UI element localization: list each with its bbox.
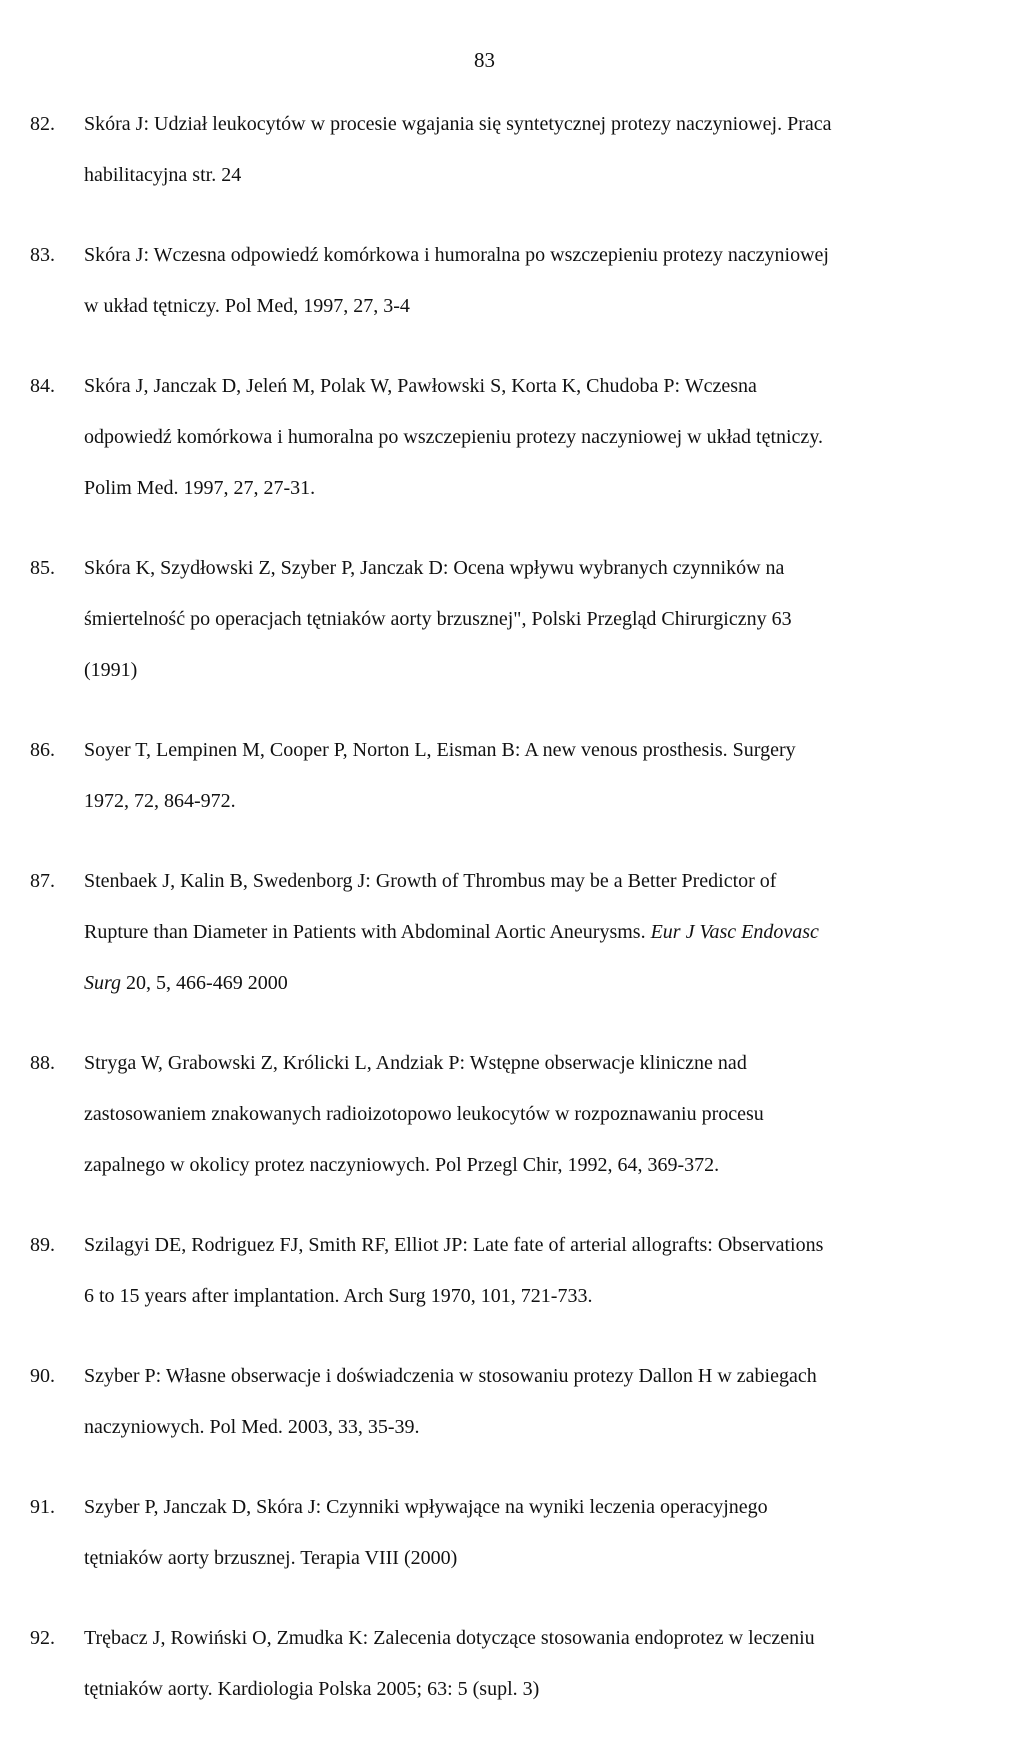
page-number: 83 [474, 48, 495, 72]
reference-text: Skóra J: Wczesna odpowiedź komórkowa i humoralna po wszczepieniu protezy naczyniowej w układ tętniczy. Pol Med, 1997, 27, 3-4 [84, 244, 829, 317]
reference-item [30, 99, 940, 201]
reference-text: Szyber P, Janczak D, Skóra J: Czynniki wpływające na wyniki leczenia operacyjnego tętniaków aorty brzusznej. Terapia VIII (2000) [84, 1496, 768, 1569]
reference-text: Skóra J, Janczak D, Jeleń M, Polak W, Pawłowski S, Korta K, Chudoba P: Wczesna odpowiedź komórkowa i humoralna po wszczepieniu protezy naczyniowej w układ tętniczy. Polim Med. 1997, 27, 27-31. [84, 375, 824, 499]
reference-item [30, 543, 940, 696]
reference-number: 83. [30, 244, 55, 266]
reference-list [30, 99, 940, 1744]
reference-text: Szilagyi DE, Rodriguez FJ, Smith RF, Elliot JP: Late fate of arterial allografts: Observations 6 to 15 years after implantation. Arch Surg 1970, 101, 721-733. [84, 1234, 824, 1307]
reference-item [30, 725, 940, 827]
reference-number: 88. [30, 1052, 55, 1074]
reference-item [30, 1220, 940, 1322]
reference-number: 85. [30, 557, 55, 579]
reference-number: 91. [30, 1496, 55, 1518]
reference-item [30, 1038, 940, 1191]
reference-text-main: Stenbaek J, Kalin B, Swedenborg J: Growth of Thrombus may be a Better Predictor of Rupture than Diameter in Patients with Abdominal Aortic Aneurysms. [84, 870, 777, 943]
reference-text: Stryga W, Grabowski Z, Królicki L, Andziak P: Wstępne obserwacje kliniczne nad zastosowaniem znakowanych radioizotopowo leukocytów w rozpoznawaniu procesu zapalnego w okolicy protez naczyniowych. Pol Przegl Chir, 1992, 64, 369-372. [84, 1052, 764, 1176]
reference-item [30, 1613, 940, 1715]
reference-text [84, 856, 940, 1009]
reference-text: Soyer T, Lempinen M, Cooper P, Norton L, Eisman B: A new venous prosthesis. Surgery 1972, 72, 864-972. [84, 739, 796, 812]
journal-title: Eur J Vasc Endovasc Surg [84, 921, 819, 994]
reference-text: Szyber P: Własne obserwacje i doświadczenia w stosowaniu protezy Dallon H w zabiegach naczyniowych. Pol Med. 2003, 33, 35-39. [84, 1365, 817, 1438]
reference-text: Trębacz J, Rowiński O, Zmudka K: Zalecenia dotyczące stosowania endoprotez w leczeniu tętniaków aorty. Kardiologia Polska 2005; 63: 5 (supl. 3) [84, 1627, 815, 1700]
reference-number: 89. [30, 1234, 55, 1256]
reference-text: Skóra J: Udział leukocytów w procesie wgajania się syntetycznej protezy naczyniowej. Praca habilitacyjna str. 24 [84, 113, 832, 186]
reference-number: 87. [30, 870, 55, 892]
reference-item [30, 856, 940, 1009]
reference-item [30, 361, 940, 514]
reference-number: 84. [30, 375, 55, 397]
reference-text: Skóra K, Szydłowski Z, Szyber P, Janczak D: Ocena wpływu wybranych czynników na śmiertelność po operacjach tętniaków aorty brzusznej", Polski Przegląd Chirurgiczny 63 (1991) [84, 557, 792, 681]
reference-number: 92. [30, 1627, 55, 1649]
reference-item [30, 230, 940, 332]
reference-item [30, 1351, 940, 1453]
reference-number: 82. [30, 113, 55, 135]
reference-item [30, 1482, 940, 1584]
reference-number: 90. [30, 1365, 55, 1387]
reference-number: 86. [30, 739, 55, 761]
reference-text-tail: 20, 5, 466-469 2000 [121, 972, 288, 994]
